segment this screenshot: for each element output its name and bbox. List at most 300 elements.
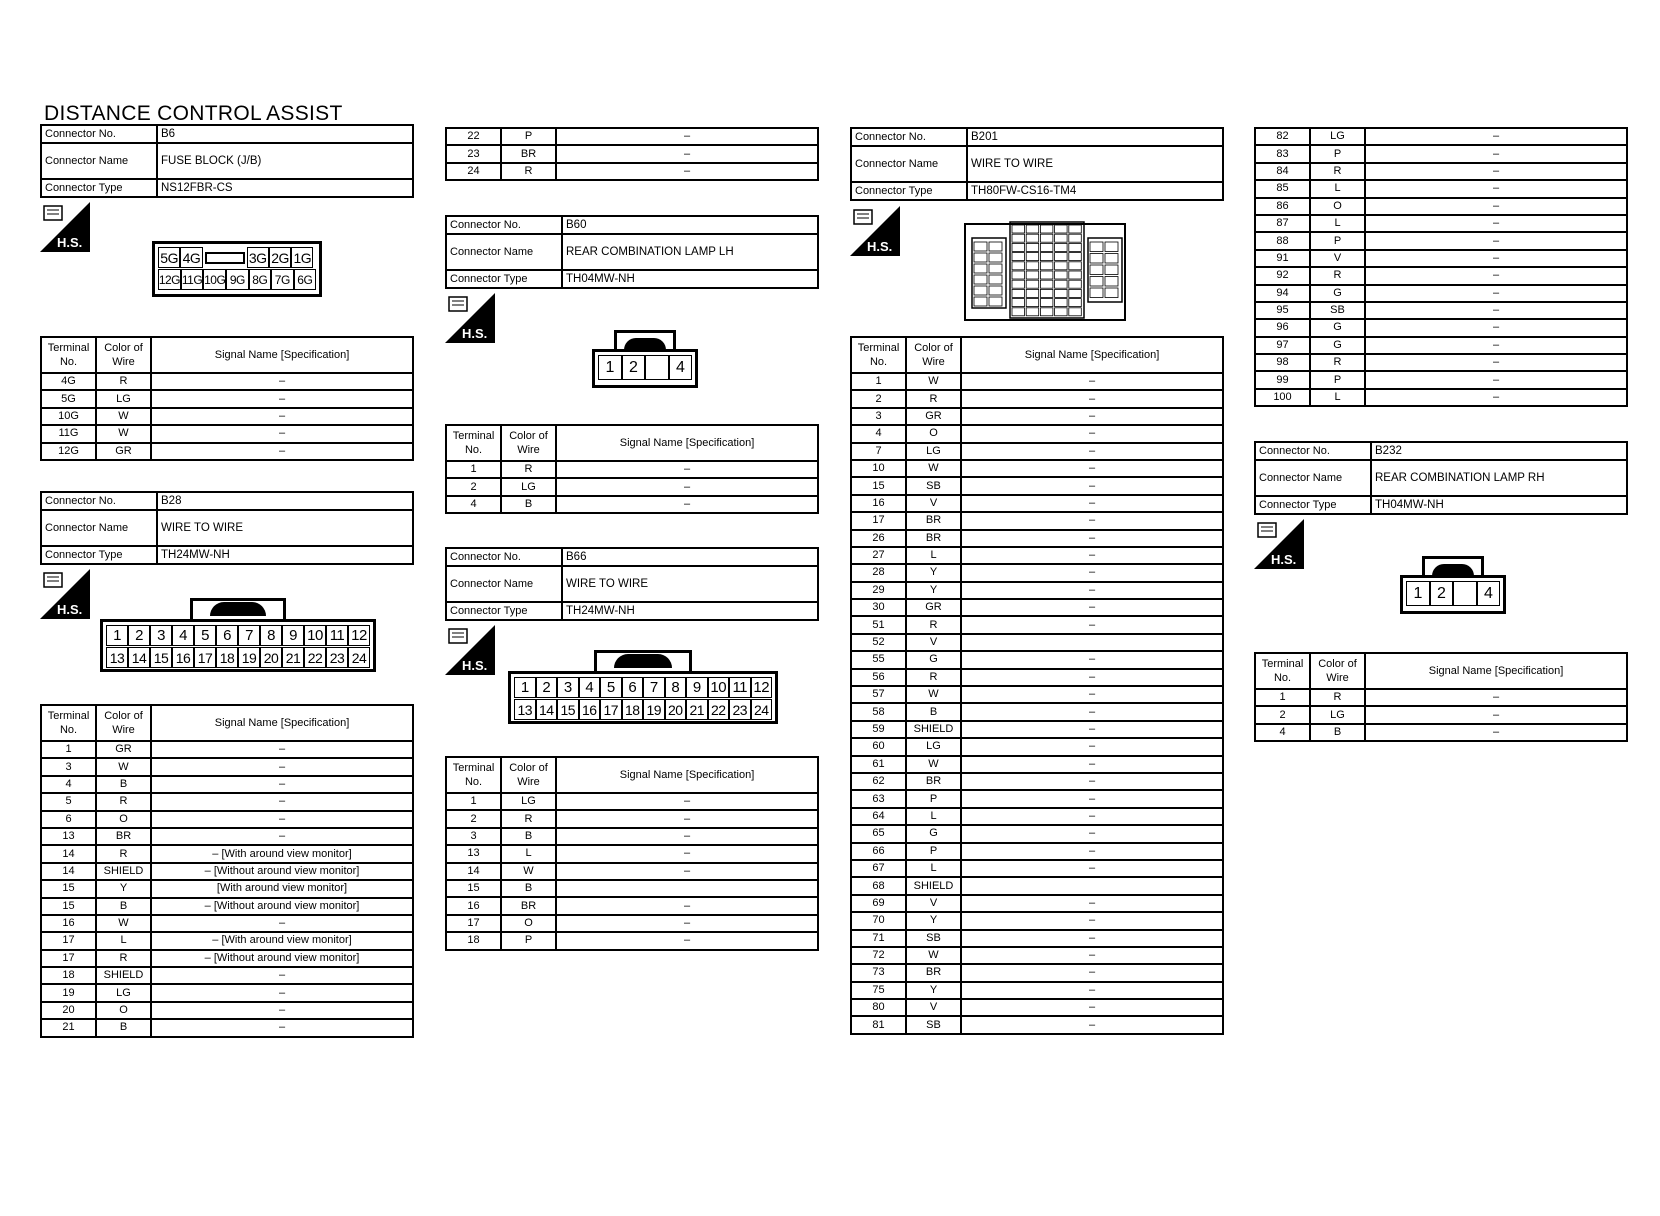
b201-connector-info [850,127,1224,201]
signal-name-cell: – [556,897,818,914]
connector-pin [1040,280,1053,288]
wire-color-cell: B [96,898,151,915]
table-row [851,982,1223,999]
signal-name-cell: – [961,616,1223,633]
b201-terminal-table [850,336,1224,1035]
color-header: Color of Wire [501,425,556,461]
signal-name-cell: – [556,478,818,495]
table-row [851,825,1223,842]
signal-name-cell: – [1365,724,1627,741]
signal-name-cell: – [556,163,818,180]
wire-color-cell: Y [906,582,961,599]
connector-pin: 23 [326,647,348,668]
b60-connector-face [592,330,698,388]
terminal-no-cell: 21 [41,1019,96,1036]
wire-color-cell: Y [96,880,151,897]
signal-name-cell: – [961,860,1223,877]
b232-terminal-table [1254,652,1628,742]
signal-name-cell: – [556,863,818,880]
table-row [446,128,818,145]
connector-pin [1012,253,1025,261]
connector-pin [989,242,1002,251]
signal-name-cell: – [961,808,1223,825]
terminal-no-cell: 84 [1255,163,1310,180]
terminal-no-header: Terminal No. [1255,653,1310,689]
signal-name-cell: – [961,373,1223,390]
connector-pin [1069,271,1082,279]
connector-pin [1012,308,1025,316]
wire-color-cell: LG [906,443,961,460]
connector-pin [1069,280,1082,288]
connector-type-label: Connector Type [446,602,562,620]
connector-pin [1069,253,1082,261]
table-row [41,811,413,828]
table-row [41,950,413,967]
table-row [1255,689,1627,706]
table-row [851,460,1223,477]
signal-name-cell: – [151,1002,413,1019]
signal-name-cell: – [151,425,413,442]
wire-color-cell: W [501,863,556,880]
connector-pin [1012,280,1025,288]
connector-pin: 12 [751,677,773,698]
terminal-no-cell: 11G [41,425,96,442]
connector-pin [1069,225,1082,233]
table-row [1255,337,1627,354]
signal-name-cell [556,880,818,897]
signal-name-cell: – [556,496,818,513]
connector-pin [1069,308,1082,316]
table-row [446,461,818,478]
connector-name-value: WIRE TO WIRE [967,146,1223,182]
wire-color-cell: G [1310,337,1365,354]
connector-name-value: REAR COMBINATION LAMP RH [1371,460,1627,496]
terminal-no-cell: 6 [41,811,96,828]
connector-pin: 10 [708,677,730,698]
signal-name-cell: – [961,477,1223,494]
wire-color-cell: R [1310,689,1365,706]
connector-no-value: B60 [562,216,818,234]
signal-name-cell: – [961,686,1223,703]
signal-name-cell: – [With around view monitor] [151,845,413,862]
connector-name-value: WIRE TO WIRE [157,510,413,546]
wire-color-cell: R [96,950,151,967]
signal-name-cell: – [1365,371,1627,388]
table-row [41,845,413,862]
hs-label: H.S. [867,239,893,254]
signal-name-cell: – [961,547,1223,564]
wire-color-cell: V [906,895,961,912]
signal-name-cell: – [1365,145,1627,162]
connector-pin [1012,225,1025,233]
table-row [1255,724,1627,741]
wire-color-cell: W [906,756,961,773]
connector-no-label: Connector No. [446,216,562,234]
terminal-no-cell: 24 [446,163,501,180]
wire-color-cell: V [906,495,961,512]
b60-connector-info [445,215,819,289]
connector-name-label: Connector Name [1255,460,1371,496]
table-row [41,915,413,932]
signal-name-cell: – [961,930,1223,947]
terminal-no-cell: 14 [41,845,96,862]
connector-pin: 14 [536,699,558,720]
signal-name-cell: – [961,912,1223,929]
terminal-no-cell: 70 [851,912,906,929]
terminal-no-cell: 4 [446,496,501,513]
wire-color-cell: BR [96,828,151,845]
connector-pin [1040,308,1053,316]
connector-pin: 4 [579,677,601,698]
signal-name-cell: – [961,495,1223,512]
connector-pin [1090,288,1103,298]
signal-name-cell: – [1365,180,1627,197]
signal-name-cell: – [961,738,1223,755]
connector-pin: 9 [686,677,708,698]
connector-type-label: Connector Type [41,546,157,564]
terminal-no-cell: 30 [851,599,906,616]
terminal-no-cell: 81 [851,1016,906,1033]
connector-pin [1069,243,1082,251]
signal-name-cell: – [151,984,413,1001]
signal-header: Signal Name [Specification] [556,757,818,793]
terminal-no-cell: 1 [41,741,96,758]
table-row [851,669,1223,686]
table-row [41,863,413,880]
table-row [851,808,1223,825]
connector-pin [1105,277,1118,287]
table-row [1255,232,1627,249]
terminal-no-cell: 88 [1255,232,1310,249]
terminal-no-cell: 51 [851,616,906,633]
table-row [41,984,413,1001]
terminal-no-cell: 12G [41,443,96,460]
connector-pin: 18 [216,647,238,668]
table-row [851,599,1223,616]
terminal-no-header: Terminal No. [446,425,501,461]
terminal-no-cell: 97 [1255,337,1310,354]
connector-type-value: TH04MW-NH [562,270,818,288]
color-header: Color of Wire [1310,653,1365,689]
wire-color-cell: W [96,915,151,932]
table-row [851,477,1223,494]
connector-pin: 21 [282,647,304,668]
signal-name-cell: – [1365,354,1627,371]
wire-color-cell: BR [906,530,961,547]
wire-color-cell: Y [906,912,961,929]
wire-color-cell: R [501,163,556,180]
table-row [1255,163,1627,180]
connector-pin [974,286,987,295]
wire-color-cell: BR [501,897,556,914]
connector-pin [1069,299,1082,307]
wire-color-cell: P [1310,371,1365,388]
terminal-no-cell: 4 [1255,724,1310,741]
table-row [1255,371,1627,388]
wire-color-cell: LG [1310,128,1365,145]
connector-pin: 4 [1477,581,1501,606]
signal-name-cell: – [1365,232,1627,249]
terminal-no-cell: 19 [41,984,96,1001]
wire-color-cell: P [906,843,961,860]
terminal-no-cell: 63 [851,790,906,807]
signal-name-cell: – [556,145,818,162]
b66-connector-face [508,650,778,724]
connector-name-label: Connector Name [446,566,562,602]
harness-side-icon [445,293,495,343]
wire-color-cell: R [1310,354,1365,371]
wire-color-cell: GR [906,599,961,616]
terminal-no-cell: 17 [851,512,906,529]
b66-connector-info [445,547,819,621]
table-row [446,478,818,495]
connector-pin [1012,289,1025,297]
connector-pin: 3 [150,625,172,646]
page-title: DISTANCE CONTROL ASSIST [44,102,343,125]
table-row [851,495,1223,512]
wire-color-cell: R [96,845,151,862]
connector-pin: 19 [238,647,260,668]
signal-name-cell: – [1365,706,1627,723]
harness-side-icon [850,206,900,256]
terminal-no-cell: 82 [1255,128,1310,145]
terminal-no-cell: 62 [851,773,906,790]
wire-color-cell: SB [906,930,961,947]
signal-name-cell: – [151,1019,413,1036]
terminal-no-cell: 73 [851,964,906,981]
connector-pin: 3G [247,247,269,268]
connector-pin [974,264,987,273]
signal-name-cell: – [1365,689,1627,706]
terminal-no-cell: 15 [41,898,96,915]
wire-color-cell: O [96,811,151,828]
terminal-no-cell: 99 [1255,371,1310,388]
connector-pin [1069,234,1082,242]
terminal-no-cell: 64 [851,808,906,825]
signal-header: Signal Name [Specification] [151,705,413,741]
wire-color-cell: GR [906,408,961,425]
wire-color-cell: P [1310,232,1365,249]
connector-no-value: B6 [157,125,413,143]
signal-name-cell: – [556,793,818,810]
signal-name-cell: – [961,530,1223,547]
connector-pin [1040,225,1053,233]
wire-color-cell: Y [906,982,961,999]
connector-pin: 11 [729,677,751,698]
b6-connector-face [152,241,322,297]
hs-label: H.S. [57,235,83,250]
wire-color-cell: BR [906,964,961,981]
wire-color-cell: R [96,793,151,810]
signal-name-cell: – [Without around view monitor] [151,863,413,880]
wire-color-cell: O [96,1002,151,1019]
wire-color-cell: G [1310,319,1365,336]
connector-pin: 1 [598,355,622,380]
terminal-no-cell: 14 [446,863,501,880]
signal-name-cell: – [1365,128,1627,145]
table-row [1255,180,1627,197]
table-row [41,967,413,984]
terminal-no-cell: 22 [446,128,501,145]
connector-pin: 2 [128,625,150,646]
color-header: Color of Wire [906,337,961,373]
signal-name-cell: – [961,669,1223,686]
wire-color-cell: B [906,703,961,720]
connector-pin: 4 [172,625,194,646]
terminal-no-cell: 16 [446,897,501,914]
table-row [41,828,413,845]
connector-no-value: B201 [967,128,1223,146]
connector-pin: 7G [271,269,293,290]
connector-type-label: Connector Type [851,182,967,200]
table-row [41,443,413,460]
connector-name-label: Connector Name [41,510,157,546]
terminal-no-header: Terminal No. [41,337,96,373]
terminal-no-cell: 4G [41,373,96,390]
table-row [446,915,818,932]
connector-pin [1069,289,1082,297]
wire-color-cell: B [501,828,556,845]
connector-pin [1026,299,1039,307]
b201-connector-face [964,220,1126,322]
signal-name-cell: – [1365,163,1627,180]
terminal-no-cell: 17 [446,915,501,932]
terminal-no-cell: 71 [851,930,906,947]
terminal-no-cell: 3 [446,828,501,845]
color-header: Color of Wire [501,757,556,793]
terminal-no-cell: 27 [851,547,906,564]
wire-color-cell: LG [501,793,556,810]
b28-terminal-table [40,704,414,1038]
connector-pin [1105,242,1118,252]
terminal-no-cell: 15 [851,477,906,494]
signal-name-cell: – [961,982,1223,999]
harness-side-icon [445,625,495,675]
connector-pin-blank [1453,581,1477,606]
connector-pin [1055,271,1068,279]
connector-pin [1026,234,1039,242]
table-row [1255,128,1627,145]
table-row [41,408,413,425]
signal-header: Signal Name [Specification] [961,337,1223,373]
connector-type-label: Connector Type [1255,496,1371,514]
wire-color-cell: G [906,825,961,842]
table-row [851,895,1223,912]
terminal-no-header: Terminal No. [851,337,906,373]
connector-pin [1012,262,1025,270]
connector-pin [1055,280,1068,288]
connector-pin: 17 [600,699,622,720]
connector-pin: 10G [203,269,226,290]
terminal-no-cell: 86 [1255,198,1310,215]
table-row [851,738,1223,755]
signal-header: Signal Name [Specification] [151,337,413,373]
table-row [446,810,818,827]
table-row [851,564,1223,581]
harness-side-icon [40,202,90,252]
connector-pin [1105,288,1118,298]
signal-name-cell: – [151,828,413,845]
wire-color-cell: L [1310,389,1365,406]
signal-name-cell: – [1365,198,1627,215]
connector-pin [1040,253,1053,261]
connector-pin: 5G [158,247,180,268]
connector-pin [1026,280,1039,288]
terminal-no-cell: 18 [41,967,96,984]
table-row [1255,145,1627,162]
connector-pin [1040,299,1053,307]
connector-no-value: B66 [562,548,818,566]
connector-pin [1055,262,1068,270]
connector-pin [1040,289,1053,297]
wire-color-cell: LG [1310,706,1365,723]
connector-pin: 1G [291,247,313,268]
wire-color-cell: BR [906,773,961,790]
connector-pin [1090,265,1103,275]
table-row [1255,267,1627,284]
terminal-no-cell: 17 [41,950,96,967]
wire-color-cell: W [906,460,961,477]
table-row [41,932,413,949]
connector-pin: 5 [194,625,216,646]
table-row [446,496,818,513]
signal-name-cell: – [151,776,413,793]
connector-no-label: Connector No. [41,125,157,143]
table-row [1255,198,1627,215]
connector-pin [989,253,1002,262]
connector-name-label: Connector Name [851,146,967,182]
connector-pin: 7 [643,677,665,698]
connector-pin: 2 [1430,581,1454,606]
signal-name-cell: – [961,408,1223,425]
terminal-no-cell: 3 [851,408,906,425]
connector-pin: 7 [238,625,260,646]
table-row [851,408,1223,425]
connector-pin [1105,254,1118,264]
table-row [851,530,1223,547]
table-row [851,843,1223,860]
harness-side-icon [1254,519,1304,569]
connector-pin: 12G [158,269,181,290]
b232-connector-info [1254,441,1628,515]
terminal-no-cell: 13 [446,845,501,862]
table-row [41,373,413,390]
table-row [1255,215,1627,232]
wire-color-cell: L [501,845,556,862]
table-row [851,1016,1223,1033]
table-row [851,390,1223,407]
wire-color-cell: Y [906,564,961,581]
terminal-no-cell: 26 [851,530,906,547]
table-row [1255,389,1627,406]
table-row [851,651,1223,668]
terminal-no-cell: 16 [851,495,906,512]
connector-pin [1026,225,1039,233]
terminal-no-cell: 3 [41,758,96,775]
table-row [41,793,413,810]
connector-pin [1090,242,1103,252]
terminal-no-cell: 2 [446,810,501,827]
signal-name-cell: – [151,967,413,984]
signal-name-cell: – [961,443,1223,460]
connector-pin: 2 [622,355,646,380]
connector-pin [1040,271,1053,279]
table-row [851,964,1223,981]
wire-color-cell: SHIELD [906,721,961,738]
table-row [851,686,1223,703]
connector-pin [1105,265,1118,275]
signal-header: Signal Name [Specification] [1365,653,1627,689]
